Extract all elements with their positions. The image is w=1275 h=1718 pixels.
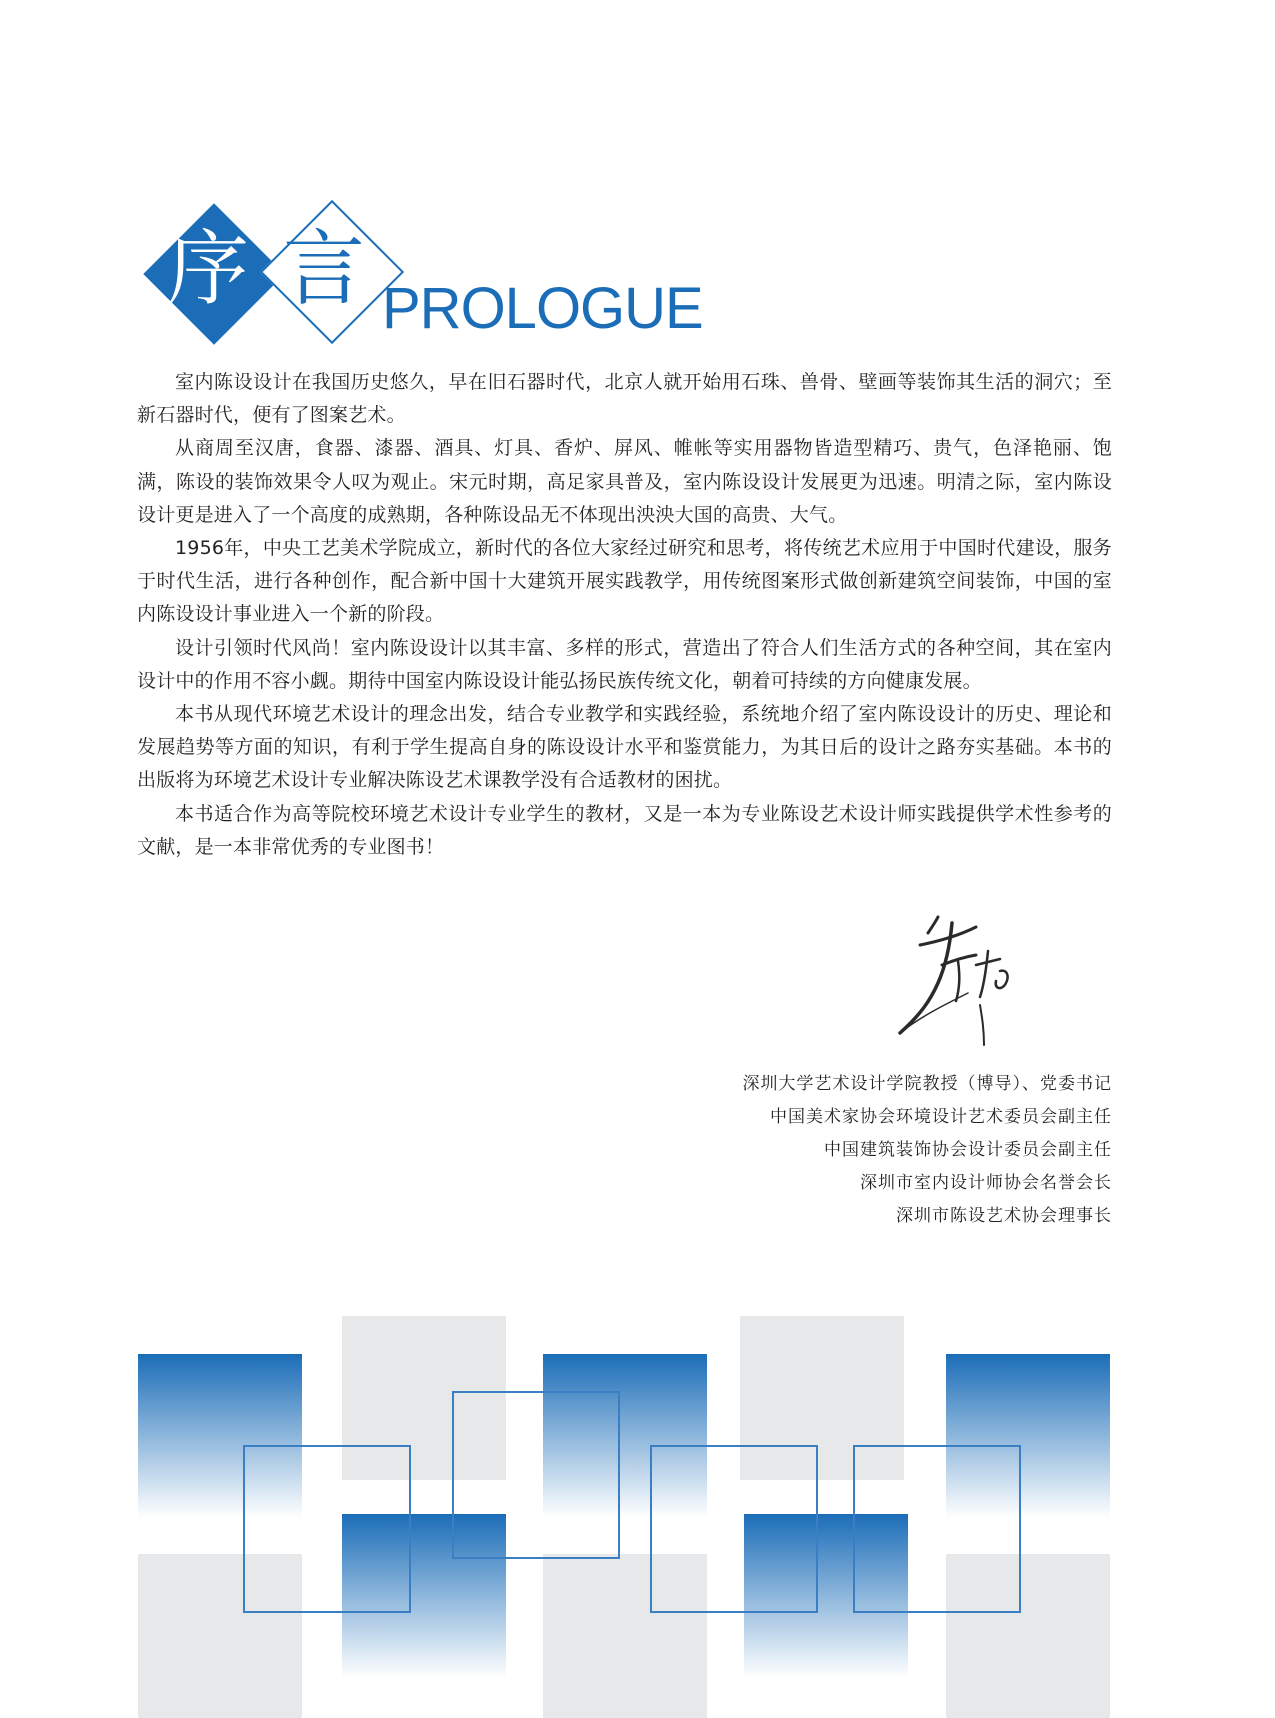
paragraph: 从商周至汉唐，食器、漆器、酒具、灯具、香炉、屏风、帷帐等实用器物皆造型精巧、贵气，色泽艳丽、饱满，陈设的装饰效果令人叹为观止。宋元时期，高足家具普及，室内陈设设计发展更为迅速。明清之际，室内陈设设计更是进入了一个高度的成熟期，各种陈设品无不体现出泱泱大国的高贵、大气。 — [137, 437, 1112, 526]
paragraph: 1956年，中央工艺美术学院成立，新时代的各位大家经过研究和思考，将传统艺术应用于中国时代建设，服务于时代生活，进行各种创作，配合新中国十大建筑开展实践教学，用传统图案形式做创新建筑空间装饰，中国的室内陈设设计事业进入一个新的阶段。 — [137, 537, 1112, 626]
outline-square — [452, 1391, 620, 1559]
prologue-body — [137, 366, 1112, 864]
author-titles — [743, 1068, 1113, 1233]
author-title-line: 中国建筑装饰协会设计委员会副主任 — [824, 1140, 1112, 1160]
grey-square — [543, 1554, 707, 1718]
blue-gradient-square — [946, 1354, 1110, 1518]
heading-char-xu: 序 — [167, 222, 250, 317]
outline-square — [243, 1445, 411, 1613]
grey-square — [342, 1316, 506, 1480]
outline-square — [853, 1445, 1021, 1613]
blue-gradient-square — [744, 1514, 908, 1678]
author-title-line: 深圳市陈设艺术协会理事长 — [896, 1206, 1112, 1226]
blue-gradient-square — [342, 1514, 506, 1678]
grey-square — [946, 1554, 1110, 1718]
blue-gradient-square — [543, 1354, 707, 1518]
heading-char-yan: 言 — [283, 222, 366, 317]
author-title-line: 中国美术家协会环境设计艺术委员会副主任 — [770, 1107, 1112, 1127]
author-title-line: 深圳大学艺术设计学院教授（博导）、党委书记 — [742, 1074, 1112, 1094]
heading-english: PROLOGUE — [382, 276, 703, 341]
handwritten-signature — [880, 905, 1040, 1055]
paragraph: 设计引领时代风尚！室内陈设设计以其丰富、多样的形式，营造出了符合人们生活方式的各种空间，其在室内设计中的作用不容小觑。期待中国室内陈设设计能弘扬民族传统文化，朝着可持续的方向健康发展。 — [137, 636, 1112, 692]
blue-gradient-square — [138, 1354, 302, 1518]
prologue-heading — [135, 195, 735, 345]
paragraph: 本书从现代环境艺术设计的理念出发，结合专业教学和实践经验，系统地介绍了室内陈设设计的历史、理论和发展趋势等方面的知识，有利于学生提高自身的陈设设计水平和鉴赏能力，为其日后的设计之路夯实基础。本书的出版将为环境艺术设计专业解决陈设艺术课教学没有合适教材的困扰。 — [137, 703, 1112, 792]
grey-square — [740, 1316, 904, 1480]
grey-square — [138, 1554, 302, 1718]
paragraph: 本书适合作为高等院校环境艺术设计专业学生的教材，又是一本为专业陈设艺术设计师实践提供学术性参考的文献，是一本非常优秀的专业图书！ — [137, 802, 1112, 858]
outline-square — [650, 1445, 818, 1613]
paragraph: 室内陈设设计在我国历史悠久，早在旧石器时代，北京人就开始用石珠、兽骨、壁画等装饰其生活的洞穴；至新石器时代，便有了图案艺术。 — [137, 371, 1112, 427]
author-title-line: 深圳市室内设计师协会名誉会长 — [860, 1173, 1112, 1193]
